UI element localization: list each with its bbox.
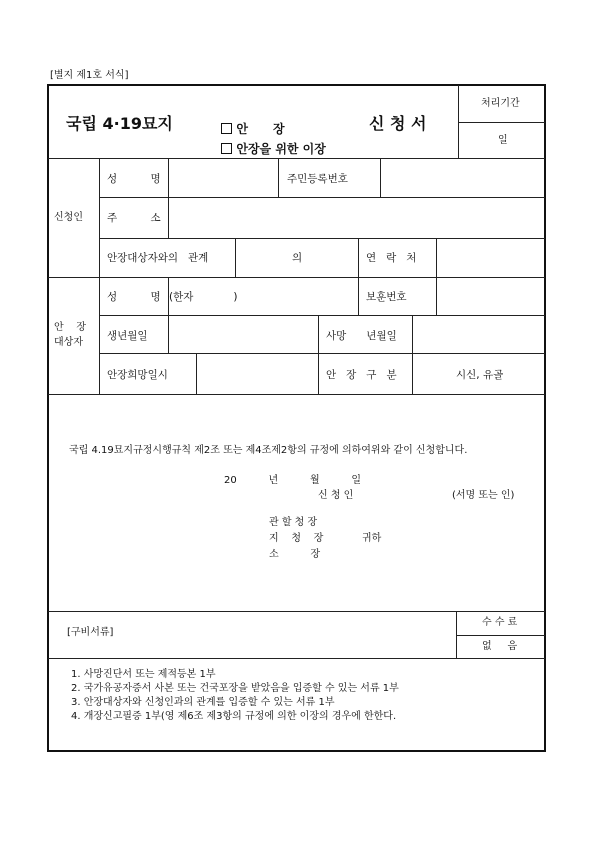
divider — [358, 277, 359, 315]
burial-type-label: 안 장 구 분 — [326, 369, 397, 381]
period-label: 처리기간 — [481, 98, 520, 109]
divider — [458, 122, 545, 123]
statement-text: 국립 4.19묘지규정시행규칙 제2조 또는 제4조제2항의 규정에 의하여위와 같이 신청합니다. — [69, 445, 468, 456]
deceased-name-label: 성 명 — [107, 291, 161, 303]
birth-date-label: 생년월일 — [107, 330, 148, 342]
recipient-line: 관 할 청 장 — [269, 517, 318, 528]
recipient-line: 지 청 장 — [269, 533, 324, 544]
applicant-address-field[interactable] — [169, 198, 545, 238]
applicant-name-label: 성 명 — [107, 173, 161, 185]
relation-value: 의 — [292, 252, 303, 264]
death-date-field[interactable] — [413, 316, 545, 352]
document-item: 3. 안장대상자와 신청인과의 관계를 입증할 수 있는 서류 1부 — [71, 697, 335, 708]
deceased-name-field[interactable]: (한자 ) — [169, 291, 238, 303]
checkbox-icon[interactable] — [221, 143, 232, 154]
document-item: 1. 사망진단서 또는 제적등본 1부 — [71, 669, 216, 680]
option-burial[interactable]: 안 장 — [213, 106, 285, 137]
divider — [318, 353, 319, 394]
fee-label: 수 수 료 — [482, 617, 518, 628]
veteran-number-label: 보훈번호 — [366, 291, 407, 303]
document-item: 4. 개장신고필증 1부(영 제6조 제3항의 규정에 의한 이장의 경우에 한한다. — [71, 711, 397, 722]
divider — [318, 315, 319, 353]
divider — [358, 238, 359, 277]
signer-label: 신 청 인 — [318, 490, 354, 501]
divider — [99, 158, 100, 394]
fee-value: 없 음 — [482, 641, 518, 652]
burial-type-value[interactable]: 시신, 유골 — [456, 369, 504, 381]
signature-note: (서명 또는 인) — [452, 490, 515, 501]
option-reburial[interactable]: 안장을 위한 이장 — [213, 126, 326, 157]
applicant-section-label: 신청인 — [54, 212, 83, 223]
rrn-field[interactable] — [381, 159, 545, 197]
form-label: [별지 제1호 서식] — [50, 70, 129, 81]
relation-label: 안장대상자와의 관계 — [107, 252, 209, 264]
recipient-line: 소 장 — [269, 549, 321, 560]
divider — [235, 238, 236, 277]
form-title-suffix: 신 청 서 — [369, 114, 427, 133]
veteran-number-field[interactable] — [437, 278, 545, 314]
applicant-address-label: 주 소 — [107, 212, 161, 224]
divider — [456, 635, 545, 636]
burial-date-field[interactable] — [197, 354, 317, 393]
recipient-honorific: 귀하 — [362, 533, 382, 544]
divider — [412, 353, 413, 394]
period-value: 일 — [498, 135, 508, 146]
rrn-label: 주민등록번호 — [287, 173, 348, 185]
divider — [48, 611, 545, 612]
contact-label: 연 락 처 — [366, 252, 417, 264]
divider — [99, 353, 545, 354]
divider — [278, 158, 279, 197]
birth-date-field[interactable] — [169, 316, 318, 352]
contact-field[interactable] — [437, 239, 545, 276]
divider — [48, 394, 545, 395]
application-date[interactable]: 20 년 월 일 — [224, 475, 362, 486]
documents-label: [구비서류] — [67, 627, 114, 638]
form-title: 국립 4·19묘지 — [66, 114, 173, 133]
deceased-section-label: 대상자 — [54, 337, 83, 348]
applicant-name-field[interactable] — [169, 159, 278, 197]
document-item: 2. 국가유공자증서 사본 또는 건국포장을 받았음을 입증할 수 있는 서류 1부 — [71, 683, 399, 694]
burial-date-label: 안장희망일시 — [107, 369, 168, 381]
death-date-label: 사망 년월일 — [326, 330, 397, 342]
divider — [48, 658, 545, 659]
deceased-section-label: 안 장 — [54, 322, 87, 333]
